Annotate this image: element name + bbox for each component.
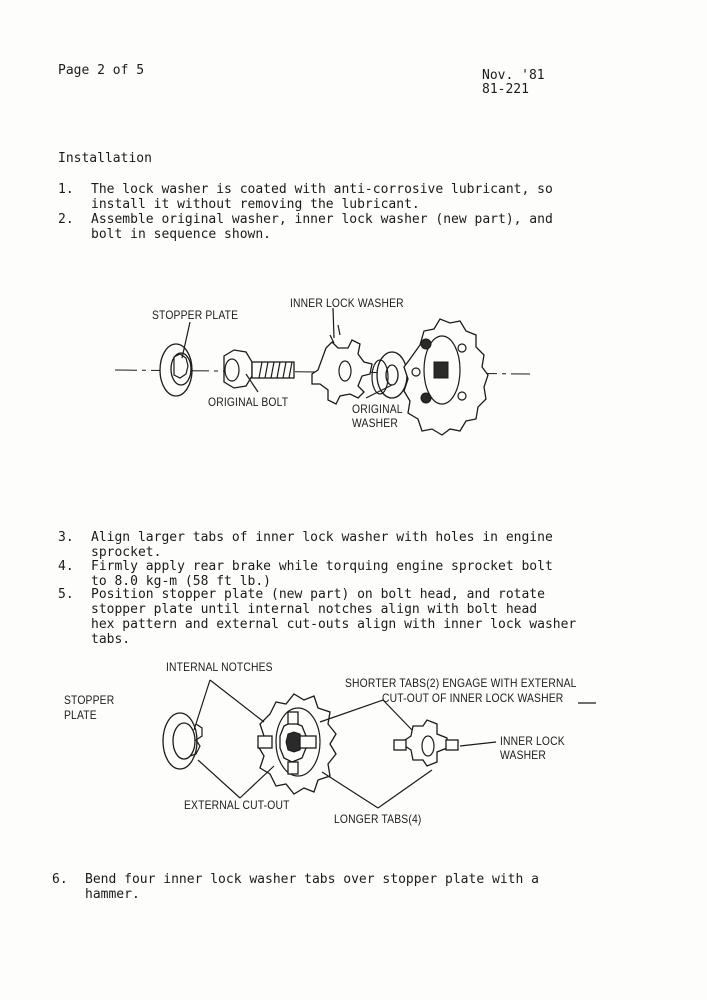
document-number: 81-221 (482, 82, 529, 97)
step-number: 5. (58, 587, 74, 602)
original-washer-label: WASHER (352, 416, 398, 430)
section-title: Installation (58, 151, 152, 166)
original-bolt-label: ORIGINAL BOLT (208, 395, 289, 409)
stopper-plate-label: STOPPER (64, 693, 115, 707)
step-text: Bend four inner lock washer tabs over stopper plate with a hammer. (85, 872, 539, 902)
original-washer-label: ORIGINAL (352, 402, 403, 416)
step-text: Align larger tabs of inner lock washer with holes in engine sprocket. (91, 530, 553, 560)
step-text: The lock washer is coated with anti-corrosive lubricant, so install it without removing the lubricant. (91, 182, 553, 212)
step-number: 6. (52, 872, 68, 887)
external-cutout-label: EXTERNAL CUT-OUT (184, 798, 290, 812)
inner-lock-washer-label: INNER LOCK (500, 734, 565, 748)
inner-lock-washer-part (394, 720, 458, 766)
step-number: 1. (58, 182, 74, 197)
page-number: Page 2 of 5 (58, 63, 145, 78)
document-date: Nov. '81 (482, 68, 545, 83)
stopper-plate-label: STOPPER PLATE (152, 308, 239, 322)
inner-lock-washer-label: WASHER (500, 748, 546, 762)
longer-tabs-label: LONGER TABS(4) (334, 812, 422, 826)
step-text: Assemble original washer, inner lock washer (new part), and bolt in sequence shown. (91, 212, 553, 242)
step-text: Firmly apply rear brake while torquing engine sprocket bolt to 8.0 kg-m (58 ft lb.) (91, 559, 553, 589)
step-number: 3. (58, 530, 74, 545)
step-text: Position stopper plate (new part) on bolt head, and rotate stopper plate until internal notches align with bolt head hex pattern and external cut-outs align with inner lock washer tabs. (91, 587, 577, 647)
internal-notches-label: INTERNAL NOTCHES (166, 660, 273, 674)
shorter-tabs-label: SHORTER TABS(2) ENGAGE WITH EXTERNAL (345, 676, 577, 690)
step-number: 4. (58, 559, 74, 574)
sprocket-assembly-part (258, 694, 336, 794)
inner-lock-washer-label: INNER LOCK WASHER (290, 296, 404, 310)
stopper-plate-label: PLATE (64, 708, 97, 722)
shorter-tabs-label: CUT-OUT OF INNER LOCK WASHER (382, 691, 564, 705)
step-number: 2. (58, 212, 74, 227)
